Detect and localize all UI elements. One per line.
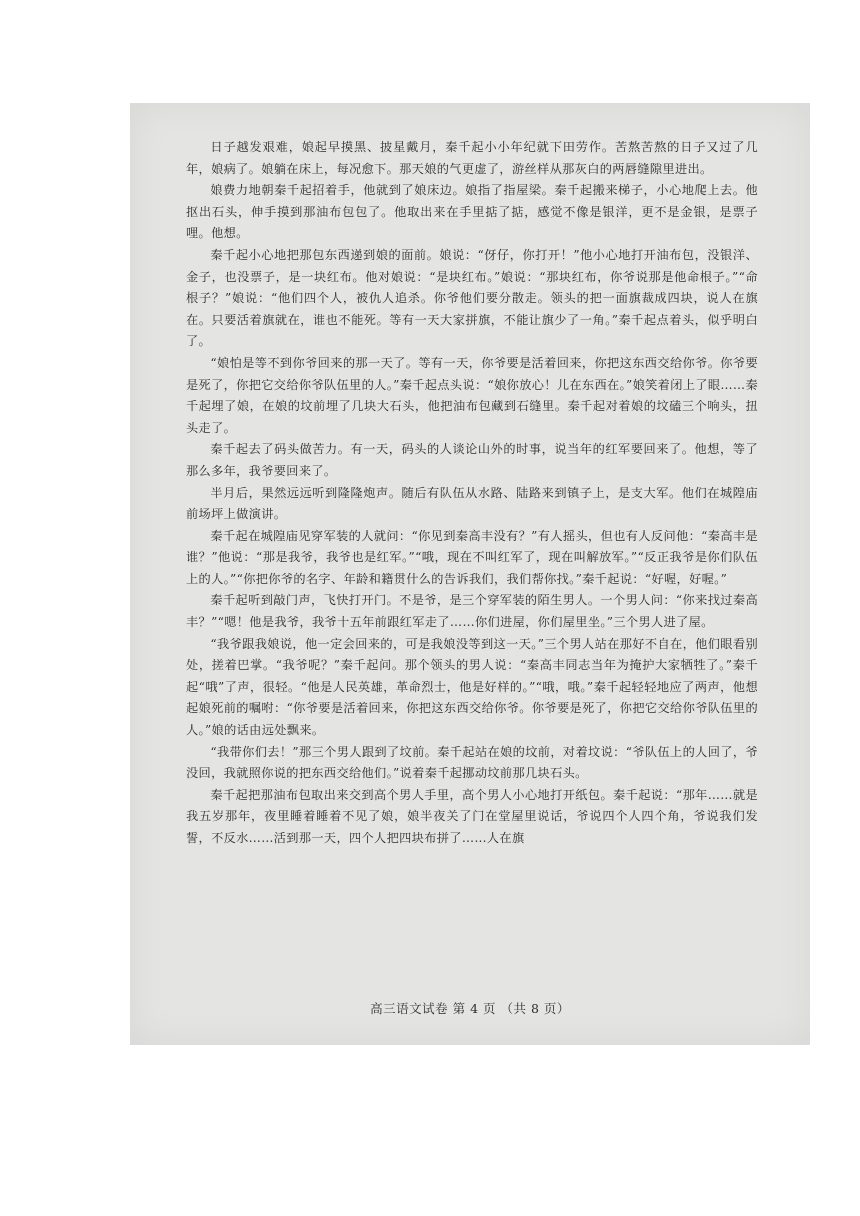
paragraph: 秦千起小心地把那包东西递到娘的面前。娘说：“伢仔，你打开！”他小心地打开油布包，没银洋、金子，也没票子，是一块红布。他对娘说：“是块红布。”娘说：“那块红布，你爷说那是他命根子。”“命根子？”娘说：“他们四个人，被仇人追杀。你爷他们要分散走。领头的把一面旗裁成四块，说人在旗在。只要活着旗就在，谁也不能死。等有一天大家拼旗，不能让旗少了一角。”秦千起点着头，似乎明白了。 — [186, 247, 758, 349]
paragraph: 日子越发艰难，娘起早摸黑、披星戴月，秦千起小小年纪就下田劳作。苦熬苦熬的日子又过了几年，娘病了。娘躺在床上，每况愈下。那天娘的气更虚了，游丝样从那灰白的两唇缝隙里进出。 — [186, 140, 758, 176]
paragraph: “娘怕是等不到你爷回来的那一天了。等有一天，你爷要是活着回来，你把这东西交给你爷。你爷要是死了，你把它交给你爷队伍里的人。”秦千起点头说：“娘你放心！儿在东西在。”娘笑着闭上了眼……秦千起埋了娘，在娘的坟前埋了几块大石头，他把油布包藏到石缝里。秦千起对着娘的坟磕三个响头，扭头走了。 — [186, 355, 758, 435]
story-text — [186, 137, 758, 850]
paragraph: 秦千起把那油布包取出来交到高个男人手里，高个男人小心地打开纸包。秦千起说：“那年……就是我五岁那年，夜里睡着睡着不见了娘，娘半夜关了门在堂屋里说话，爷说四个人四个角，爷说我们发誓，不反水……活到那一天，四个人把四块布拼了……人在旗 — [186, 787, 758, 845]
photographed-exam-page — [130, 103, 810, 1045]
paragraph: 秦千起在城隍庙见穿军装的人就问：“你见到秦高丰没有？”有人摇头，但也有人反问他：“秦高丰是谁？”他说：“那是我爷，我爷也是红军。”“哦，现在不叫红军了，现在叫解放军。”“反正我爷是你们队伍上的人。”“你把你爷的名字、年龄和籍贯什么的告诉我们，我们帮你找。”秦千起说：“好喔，好喔。” — [186, 528, 758, 586]
paragraph: 秦千起去了码头做苦力。有一天，码头的人谈论山外的时事，说当年的红军要回来了。他想，等了那么多年，我爷要回来了。 — [186, 442, 758, 478]
paragraph: 娘费力地朝秦千起招着手，他就到了娘床边。娘指了指屋梁。秦千起搬来梯子，小心地爬上去。他抠出石头，伸手摸到那油布包包了。他取出来在手里掂了掂，感觉不像是银洋，更不是金银，是票子哩。他想。 — [186, 183, 758, 241]
paragraph: 秦千起听到敲门声，飞快打开门。不是爷，是三个穿军装的陌生男人。一个男人问：“你来找过秦高丰？”“嗯！他是我爷，我爷十五年前跟红军走了……你们进屋，你们屋里坐。”三个男人进了屋。 — [186, 593, 758, 630]
paragraph: “我爷跟我娘说，他一定会回来的，可是我娘没等到这一天。”三个男人站在那好不自在，他们眼看别处，搓着巴掌。“我爷呢？”秦千起问。那个领头的男人说：“秦高丰同志当年为掩护大家牺牲了。”秦千起“哦”了声，很轻。“他是人民英雄，革命烈士，他是好样的。”“哦，哦。”秦千起轻轻地应了两声，他想起娘死前的嘱咐：“你爷要是活着回来，你把这东西交给你爷。你爷要是死了，你把它交给你爷队伍里的人。”娘的话由远处飘来。 — [186, 636, 758, 738]
paragraph: “我带你们去！”那三个男人跟到了坟前。秦千起站在娘的坟前，对着坟说：“爷队伍上的人回了，爷没回，我就照你说的把东西交给他们。”说着秦千起挪动坟前那几块石头。 — [186, 744, 758, 781]
paragraph: 半月后，果然远远听到隆隆炮声。随后有队伍从水路、陆路来到镇子上，是支大军。他们在城隍庙前场坪上做演讲。 — [186, 485, 758, 522]
page-footer: 高三语文试卷 第 4 页 （共 8 页） — [370, 1001, 570, 1016]
